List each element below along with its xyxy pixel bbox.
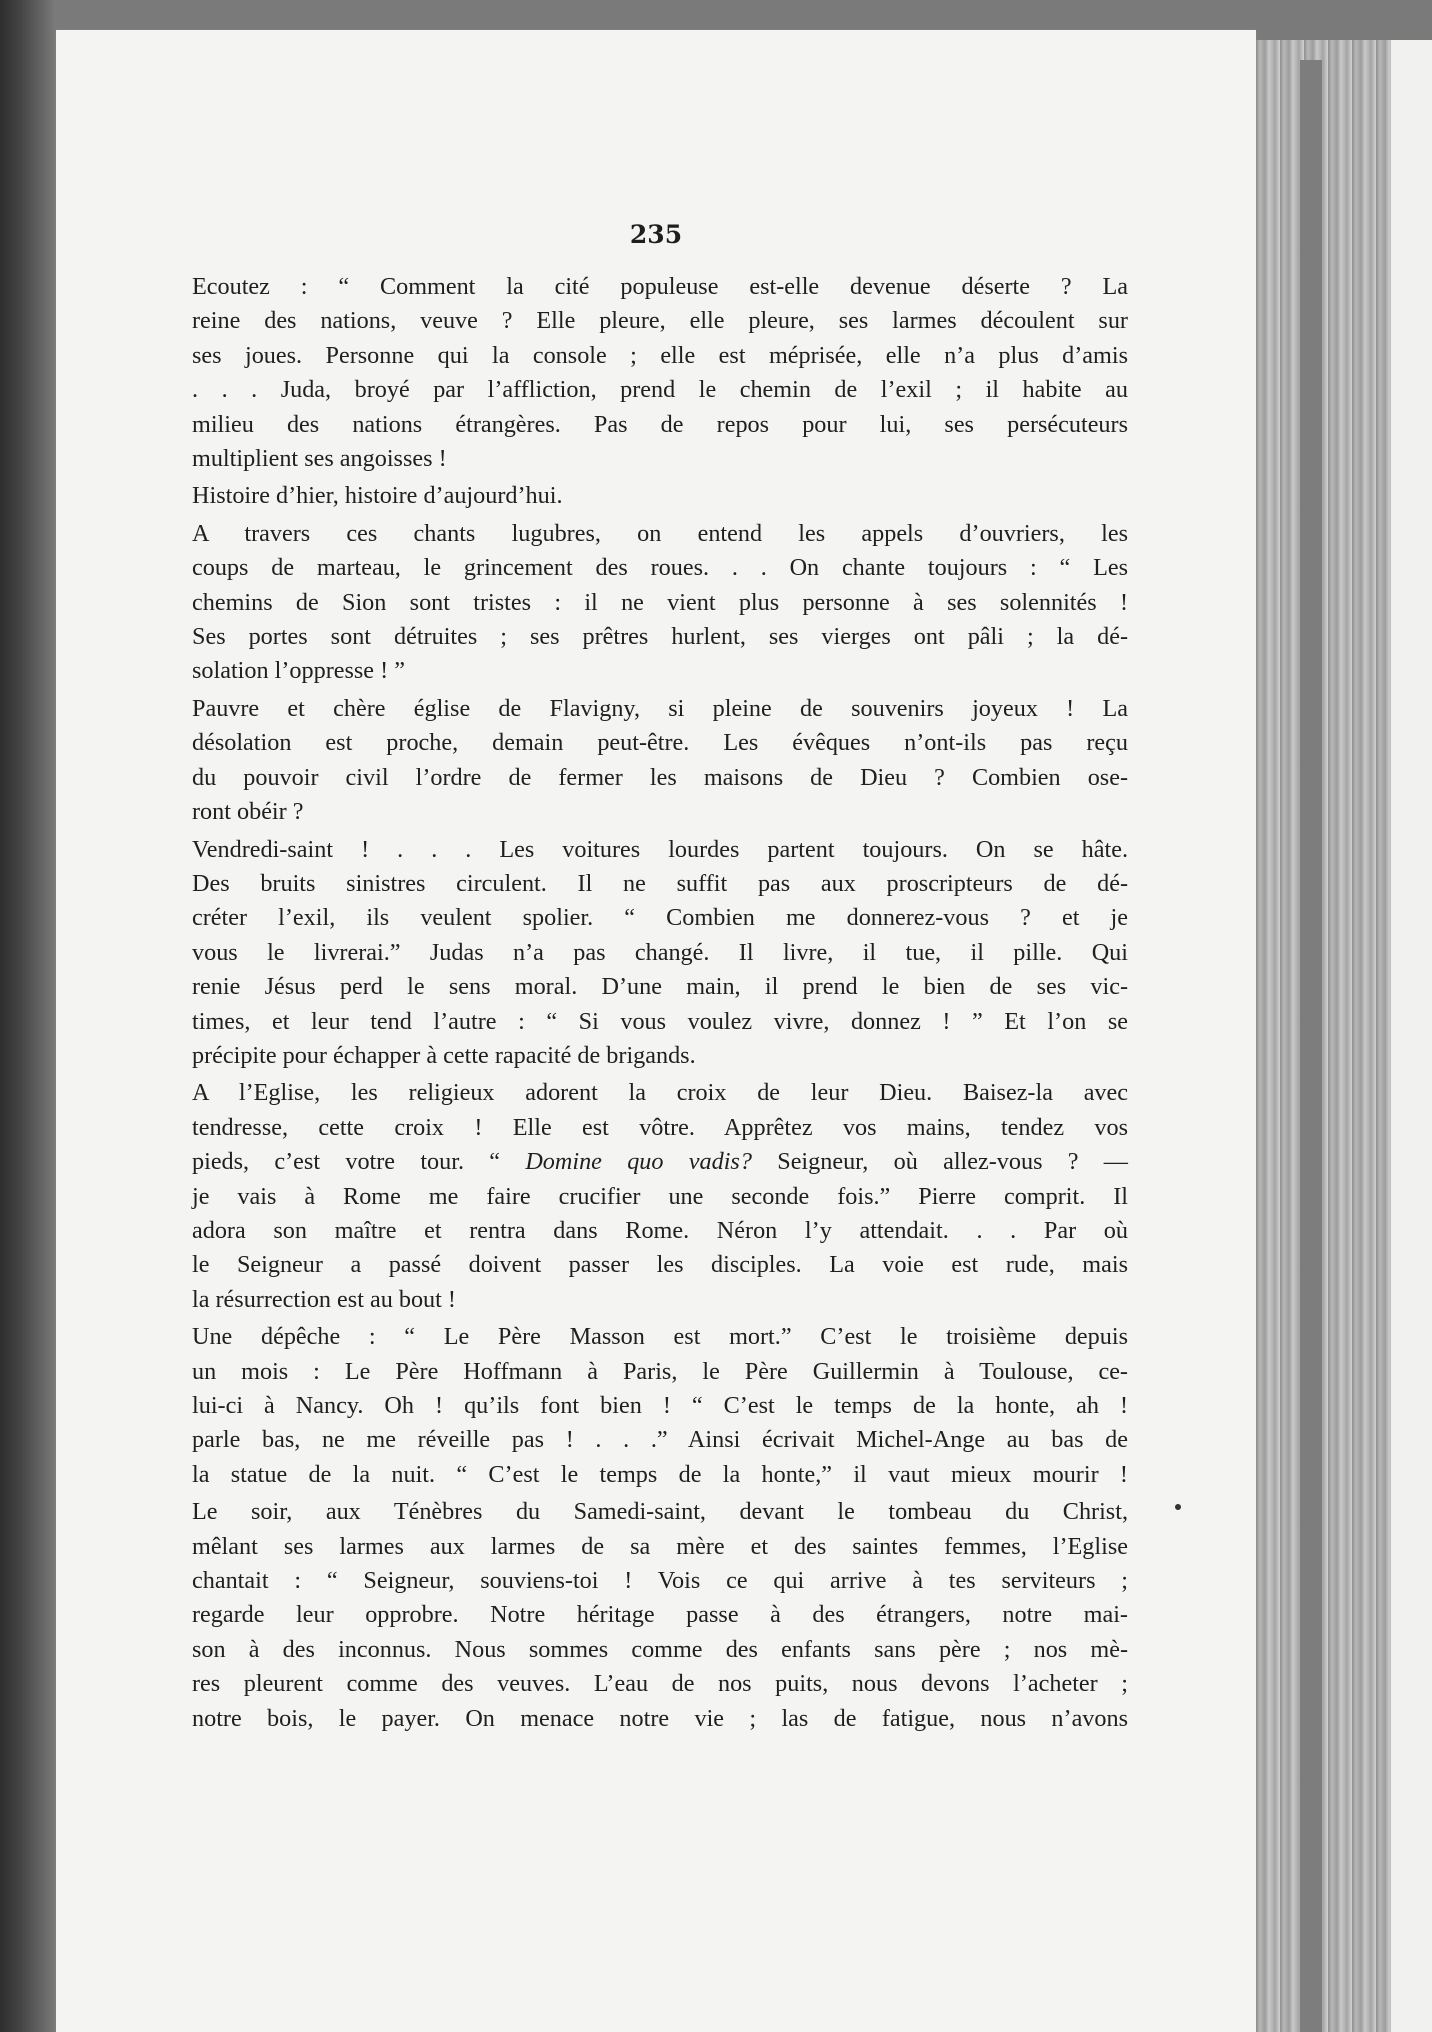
text-line: regarde leur opprobre. Notre héritage passe à des étrangers, notre mai- [192,1601,1128,1629]
text-line: A l’Eglise, les religieux adorent la croix de leur Dieu. Baisez-la avec [192,1079,1128,1107]
text-line: Ecoutez : “ Comment la cité populeuse est-elle devenue déserte ? La [192,273,1128,300]
text-line: un mois : Le Père Hoffmann à Paris, le Père Guillermin à Toulouse, ce- [192,1357,1128,1385]
book-page-edges [1256,40,1391,2032]
text-line: Une dépêche : “ Le Père Masson est mort.” C’est le troisième depuis [192,1323,1128,1351]
text-line: chemins de Sion sont tristes : il ne vient plus personne à ses solennités ! [192,588,1128,616]
book-spine-shadow [1300,60,1322,2032]
text-line: A travers ces chants lugubres, on entend les appels d’ouvriers, les [192,519,1128,547]
text-line: solation l’oppresse ! ” [192,657,405,685]
text-line: times, et leur tend l’autre : “ Si vous voulez vivre, donnez ! ” Et l’on se [192,1007,1128,1035]
text-line: res pleurent comme des veuves. L’eau de nos puits, nous devons l’acheter ; [192,1670,1128,1698]
text-line: ses joues. Personne qui la console ; elle est méprisée, elle n’a plus d’amis [192,341,1128,369]
text-line: coups de marteau, le grincement des roues. . . On chante toujours : “ Les [192,554,1128,582]
text-line: . . . Juda, broyé par l’affliction, prend le chemin de l’exil ; il habite au [192,376,1128,404]
text-line: Histoire d’hier, histoire d’aujourd’hui. [192,482,563,510]
text-line: multiplient ses angoisses ! [192,445,447,473]
text-line: notre bois, le payer. On menace notre vie ; las de fatigue, nous n’avons [192,1704,1128,1732]
text-line: renie Jésus perd le sens moral. D’une main, il prend le bien de ses vic- [192,973,1128,1001]
text-line: reine des nations, veuve ? Elle pleure, elle pleure, ses larmes découlent sur [192,307,1128,335]
text-line: Le soir, aux Ténèbres du Samedi-saint, devant le tombeau du Christ, [192,1498,1128,1526]
text-line: mêlant ses larmes aux larmes de sa mère et des saintes femmes, l’Eglise [192,1532,1128,1560]
text-line: Pauvre et chère église de Flavigny, si pleine de souvenirs joyeux ! La [192,694,1128,722]
text-line: pieds, c’est votre tour. “ Domine quo vadis? Seigneur, où allez-vous ? — [192,1148,1128,1176]
text-line: le Seigneur a passé doivent passer les disciples. La voie est rude, mais [192,1251,1128,1279]
scan-speck [1175,1504,1181,1510]
text-line: milieu des nations étrangères. Pas de repos pour lui, ses persécuteurs [192,410,1128,438]
text-line: désolation est proche, demain peut-être. Les évêques n’ont-ils pas reçu [192,729,1128,757]
text-line: la statue de la nuit. “ C’est le temps de la honte,” il vaut mieux mourir ! [192,1460,1128,1488]
text-line: précipite pour échapper à cette rapacité de brigands. [192,1041,696,1069]
text-line: du pouvoir civil l’ordre de fermer les maisons de Dieu ? Combien ose- [192,763,1128,791]
page-number: 235 [629,220,683,249]
text-line: ront obéir ? [192,798,304,826]
text-line: vous le livrerai.” Judas n’a pas changé. Il livre, il tue, il pille. Qui [192,938,1128,966]
text-line: lui-ci à Nancy. Oh ! qu’ils font bien ! “ C’est le temps de la honte, ah ! [192,1392,1128,1419]
text-line: tendresse, cette croix ! Elle est vôtre. Apprêtez vos mains, tendez vos [192,1113,1128,1141]
book-page [56,30,1256,2032]
page-body [192,270,1128,1736]
text-line: adora son maître et rentra dans Rome. Néron l’y attendait. . . Par où [192,1216,1128,1244]
text-line: je vais à Rome me faire crucifier une seconde fois.” Pierre comprit. Il [192,1182,1128,1210]
book-cover-edge [1391,40,1432,2032]
text-line: Ses portes sont détruites ; ses prêtres hurlent, ses vierges ont pâli ; la dé- [192,623,1128,651]
text-line: créter l’exil, ils veulent spolier. “ Combien me donnerez-vous ? et je [192,904,1128,932]
text-line: son à des inconnus. Nous sommes comme des enfants sans père ; nos mè- [192,1635,1128,1663]
text-line: la résurrection est au bout ! [192,1285,456,1313]
text-line: parle bas, ne me réveille pas ! . . .” Ainsi écrivait Michel-Ange au bas de [192,1426,1128,1454]
text-line: chantait : “ Seigneur, souviens-toi ! Vois ce qui arrive à tes serviteurs ; [192,1567,1128,1595]
text-line: Des bruits sinistres circulent. Il ne suffit pas aux proscripteurs de dé- [192,869,1128,897]
text-line: Vendredi-saint ! . . . Les voitures lourdes partent toujours. On se hâte. [192,835,1128,863]
